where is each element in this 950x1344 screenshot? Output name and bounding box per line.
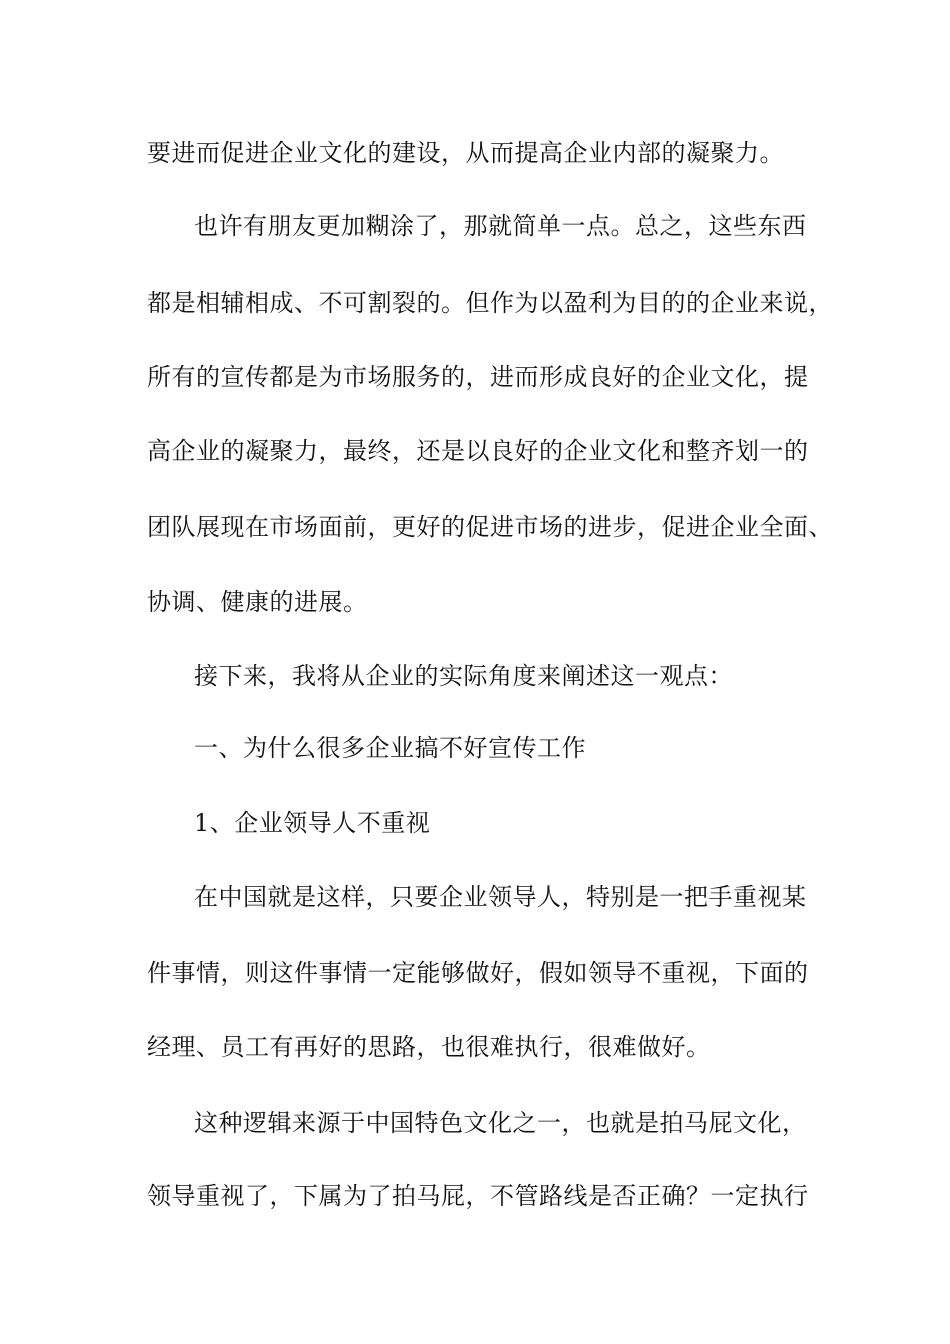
text-line: 接下来，我将从企业的实际角度来阐述这一观点： [194, 662, 733, 690]
text-line: 都是相辅相成、不可割裂的。但作为以盈利为目的的企业来说， [147, 289, 833, 317]
text-line: 要进而促进企业文化的建设，从而提高企业内部的凝聚力。 [147, 139, 784, 167]
section-heading: 一、为什么很多企业搞不好宣传工作 [194, 734, 586, 762]
subsection-heading: 1、企业领导人不重视 [194, 809, 431, 837]
text-line: 所有的宣传都是为市场服务的，进而形成良好的企业文化，提 [147, 363, 809, 391]
text-line: 协调、健康的进展。 [147, 588, 368, 616]
text-line: 团队展现在市场面前，更好的促进市场的进步，促进企业全面、 [147, 513, 833, 541]
text-line: 经理、员工有再好的思路，也很难执行，很难做好。 [147, 1033, 711, 1061]
text-line: 件事情，则这件事情一定能够做好，假如领导不重视，下面的 [147, 959, 809, 987]
text-line: 领导重视了，下属为了拍马屁，不管路线是否正确？一定执行 [147, 1182, 809, 1210]
text-line: 高企业的凝聚力，最终，还是以良好的企业文化和整齐划一的 [147, 437, 809, 465]
text-line: 这种逻辑来源于中国特色文化之一，也就是拍马屁文化， [194, 1109, 807, 1137]
text-line: 也许有朋友更加糊涂了，那就简单一点。总之，这些东西 [194, 212, 807, 240]
text-line: 在中国就是这样，只要企业领导人，特别是一把手重视某 [194, 883, 807, 911]
